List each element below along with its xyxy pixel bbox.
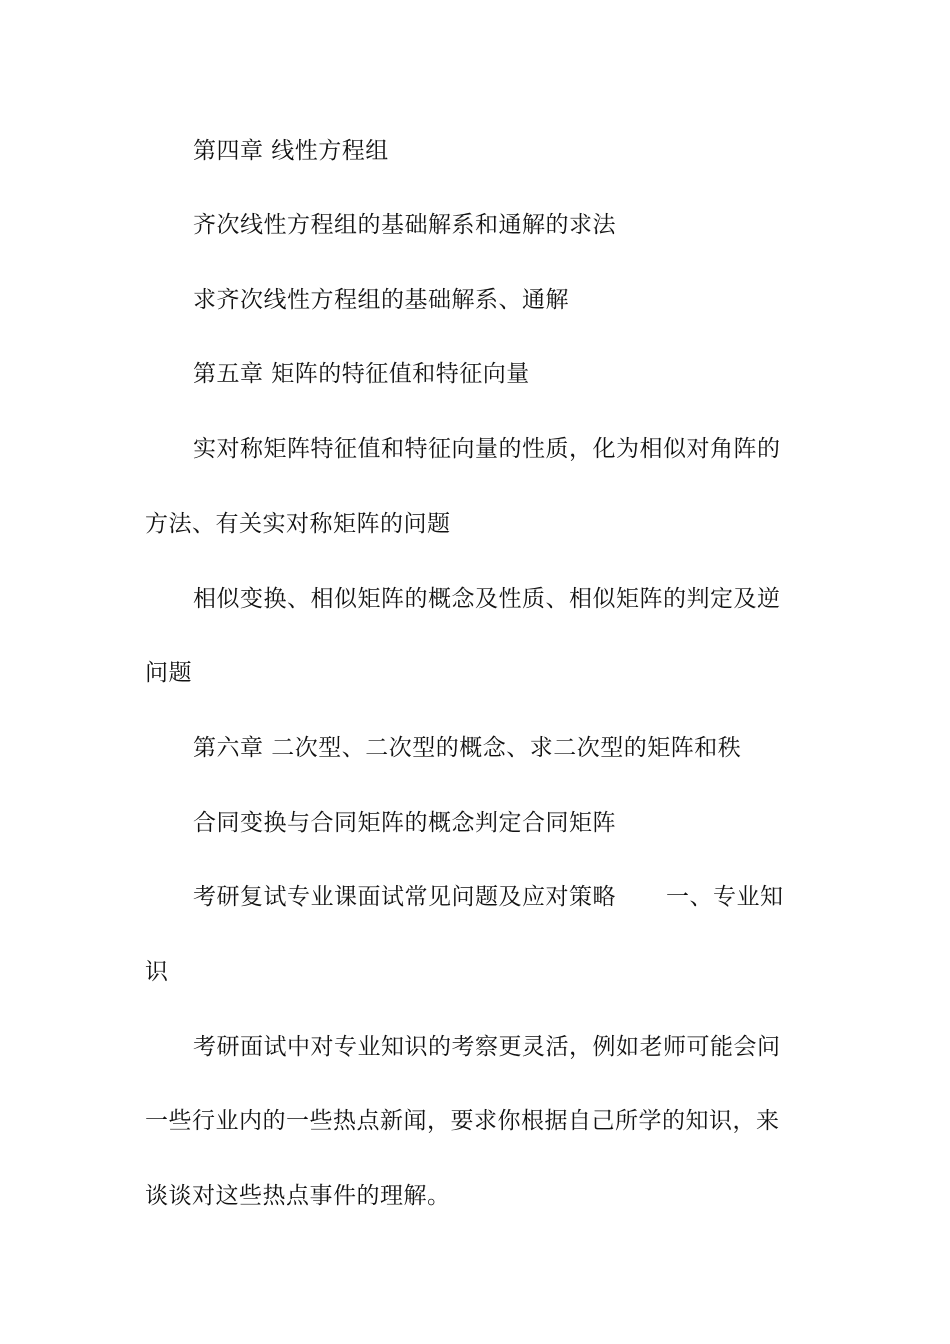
paragraph-line: 方法、有关实对称矩阵的问题 [145, 511, 451, 537]
paragraph-line: 问题 [145, 660, 192, 686]
chapter-5-heading: 第五章 矩阵的特征值和特征向量 [193, 361, 530, 387]
section-title: 考研复试专业课面试常见问题及应对策略 [193, 884, 616, 910]
section-title-line [193, 882, 784, 912]
paragraph-line: 考研面试中对专业知识的考察更灵活，例如老师可能会问 [193, 1034, 781, 1060]
chapter-6-heading: 第六章 二次型、二次型的概念、求二次型的矩阵和秩 [193, 735, 742, 761]
paragraph-line: 合同变换与合同矩阵的概念判定合同矩阵 [193, 810, 616, 836]
chapter-4-heading: 第四章 线性方程组 [193, 138, 389, 164]
paragraph-line: 识 [145, 959, 169, 985]
paragraph-line: 一些行业内的一些热点新闻，要求你根据自己所学的知识，来 [145, 1108, 780, 1134]
paragraph-line: 实对称矩阵特征值和特征向量的性质，化为相似对角阵的 [193, 436, 781, 462]
paragraph-line: 相似变换、相似矩阵的概念及性质、相似矩阵的判定及逆 [193, 586, 781, 612]
paragraph-line: 齐次线性方程组的基础解系和通解的求法 [193, 212, 616, 238]
subsection-heading: 一、专业知 [666, 884, 784, 910]
paragraph-line: 求齐次线性方程组的基础解系、通解 [193, 287, 569, 313]
paragraph-line: 谈谈对这些热点事件的理解。 [145, 1183, 451, 1209]
